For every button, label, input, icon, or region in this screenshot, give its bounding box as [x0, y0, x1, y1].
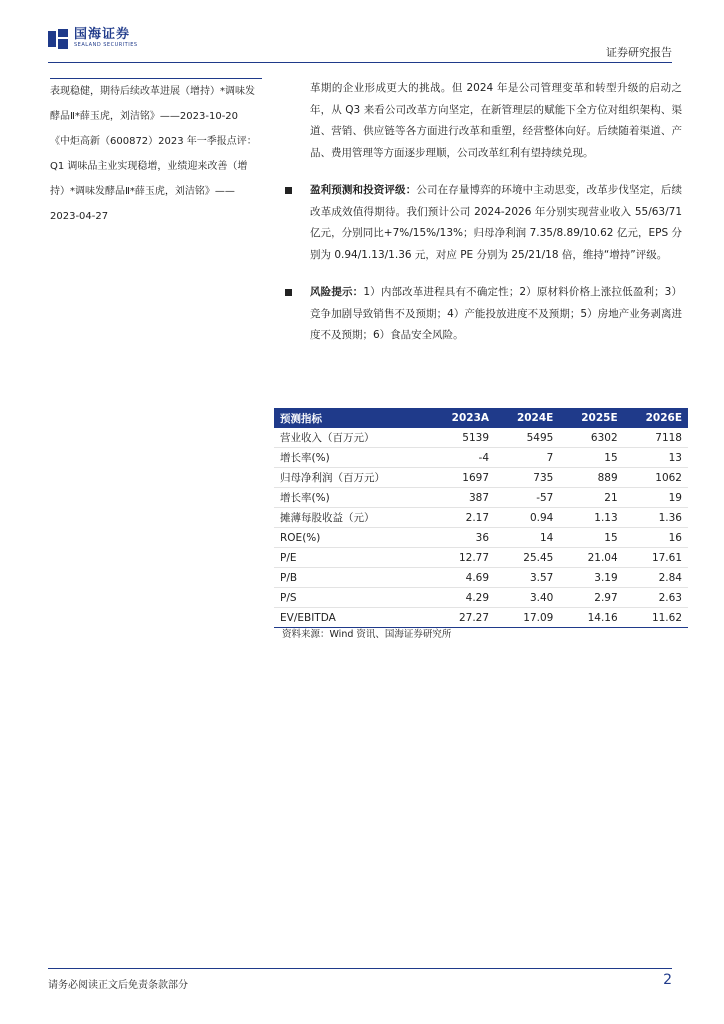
- table-cell: 21: [559, 488, 623, 508]
- table-cell: 4.29: [429, 588, 495, 608]
- table-cell: 7118: [624, 428, 688, 448]
- table-cell: 11.62: [624, 608, 688, 628]
- table-cell: 27.27: [429, 608, 495, 628]
- table-cell: 21.04: [559, 548, 623, 568]
- table-cell: 13: [624, 448, 688, 468]
- table-row: [274, 428, 688, 448]
- table-row-label: P/B: [274, 568, 429, 588]
- table-cell: 16: [624, 528, 688, 548]
- bullet-square-icon: [285, 187, 292, 194]
- table-cell: 2.63: [624, 588, 688, 608]
- table-row: [274, 608, 688, 628]
- table-cell: 2.97: [559, 588, 623, 608]
- table-row: [274, 548, 688, 568]
- table-row-label: 摊薄每股收益（元）: [274, 508, 429, 528]
- table-cell: 25.45: [495, 548, 559, 568]
- table-row-label: 增长率(%): [274, 448, 429, 468]
- page-number: 2: [663, 972, 672, 988]
- main-text: [310, 78, 682, 347]
- table-cell: 3.57: [495, 568, 559, 588]
- forecast-paragraph: [310, 180, 682, 266]
- table-row-label: 营业收入（百万元）: [274, 428, 429, 448]
- table-row: [274, 488, 688, 508]
- table-cell: 19: [624, 488, 688, 508]
- table-cell: 5495: [495, 428, 559, 448]
- table-row: [274, 508, 688, 528]
- table-row-label: ROE(%): [274, 528, 429, 548]
- table-row-label: P/E: [274, 548, 429, 568]
- risk-paragraph: [310, 282, 682, 347]
- table-row-label: EV/EBITDA: [274, 608, 429, 628]
- table-cell: 4.69: [429, 568, 495, 588]
- risk-heading: 风险提示：: [310, 286, 364, 298]
- table-cell: 3.40: [495, 588, 559, 608]
- table-cell: 36: [429, 528, 495, 548]
- company-logo: [48, 28, 138, 49]
- table-row-label: 增长率(%): [274, 488, 429, 508]
- table-row: [274, 468, 688, 488]
- table-header-cell: 2026E: [624, 408, 688, 428]
- table-header-cell: 2025E: [559, 408, 623, 428]
- table-header-cell: 预测指标: [274, 408, 429, 428]
- table-cell: 17.61: [624, 548, 688, 568]
- table-row-label: P/S: [274, 588, 429, 608]
- table-header-row: [274, 408, 688, 428]
- table-cell: 5139: [429, 428, 495, 448]
- logo-name-cn: 国海证券: [74, 27, 131, 42]
- forecast-heading: 盈利预测和投资评级：: [310, 184, 417, 196]
- risk-body: 1）内部改革进程具有不确定性；2）原材料价格上涨拉低盈利；3）竞争加剧导致销售不及预期；4）产能投放进度不及预期；5）房地产业务剥离进度不及预期；6）食品安全风险。: [310, 286, 682, 341]
- table-cell: -4: [429, 448, 495, 468]
- logo-name-en: SEALAND SECURITIES: [74, 42, 138, 48]
- table-cell: 2.84: [624, 568, 688, 588]
- forecast-table: [274, 408, 688, 628]
- table-cell: 6302: [559, 428, 623, 448]
- related-reports: [50, 78, 262, 229]
- table-cell: 12.77: [429, 548, 495, 568]
- bullet-square-icon: [285, 289, 292, 296]
- table-cell: 15: [559, 528, 623, 548]
- table-cell: 1.13: [559, 508, 623, 528]
- table-cell: 735: [495, 468, 559, 488]
- report-type: 证券研究报告: [606, 46, 672, 59]
- forecast-body: 公司在存量博弈的环境中主动思变，改革步伐坚定，后续改革成效值得期待。我们预计公司 2024-2026 年分别实现营业收入 55/63/71 亿元，分别同比+7%/15%/13%；归母净利润 7.35/8.89/10.62 亿元，EPS 分别为 0.94/1.13/1.36 元，对应 PE 分别为 25/21/18 倍，维持“增持”评级。: [310, 184, 683, 261]
- table-header-cell: 2023A: [429, 408, 495, 428]
- table-cell: 387: [429, 488, 495, 508]
- table-row-label: 归母净利润（百万元）: [274, 468, 429, 488]
- table-row: [274, 528, 688, 548]
- table-source: 资料来源：Wind 资讯、国海证券研究所: [282, 629, 452, 640]
- table-cell: 7: [495, 448, 559, 468]
- table-row: [274, 448, 688, 468]
- table-cell: 15: [559, 448, 623, 468]
- table-cell: 1062: [624, 468, 688, 488]
- table-cell: 1.36: [624, 508, 688, 528]
- table-cell: 3.19: [559, 568, 623, 588]
- header-divider: [48, 62, 672, 63]
- table-cell: 17.09: [495, 608, 559, 628]
- table-cell: 14: [495, 528, 559, 548]
- table-cell: 1697: [429, 468, 495, 488]
- logo-mark-icon: [48, 29, 68, 49]
- table-cell: 0.94: [495, 508, 559, 528]
- table-cell: 889: [559, 468, 623, 488]
- intro-paragraph: 革期的企业形成更大的挑战。但 2024 年是公司管理变革和转型升级的启动之年，从 Q3 来看公司改革方向坚定，在新管理层的赋能下全方位对组织架构、渠道、营销、供应链等各方面进行改革和重塑，经营整体向好。后续随着渠道、产品、费用管理等方面逐步理顺，公司改革红利有望持续兑现。: [310, 82, 682, 159]
- footer-divider: [48, 968, 672, 969]
- related-report-item[interactable]: 表现稳健，期待后续改革进展（增持）*调味发酵品Ⅱ*薛玉虎，刘洁铭》——2023-10-20: [50, 86, 255, 122]
- table-cell: 14.16: [559, 608, 623, 628]
- related-report-item[interactable]: 《中炬高新（600872）2023 年一季报点评：Q1 调味品主业实现稳增，业绩迎来改善（增持）*调味发酵品Ⅱ*薛玉虎，刘洁铭》——2023-04-27: [50, 136, 257, 222]
- footer-disclaimer: 请务必阅读正文后免责条款部分: [48, 980, 188, 991]
- table-header-cell: 2024E: [495, 408, 559, 428]
- table-row: [274, 588, 688, 608]
- table-row: [274, 568, 688, 588]
- table-cell: 2.17: [429, 508, 495, 528]
- table-cell: -57: [495, 488, 559, 508]
